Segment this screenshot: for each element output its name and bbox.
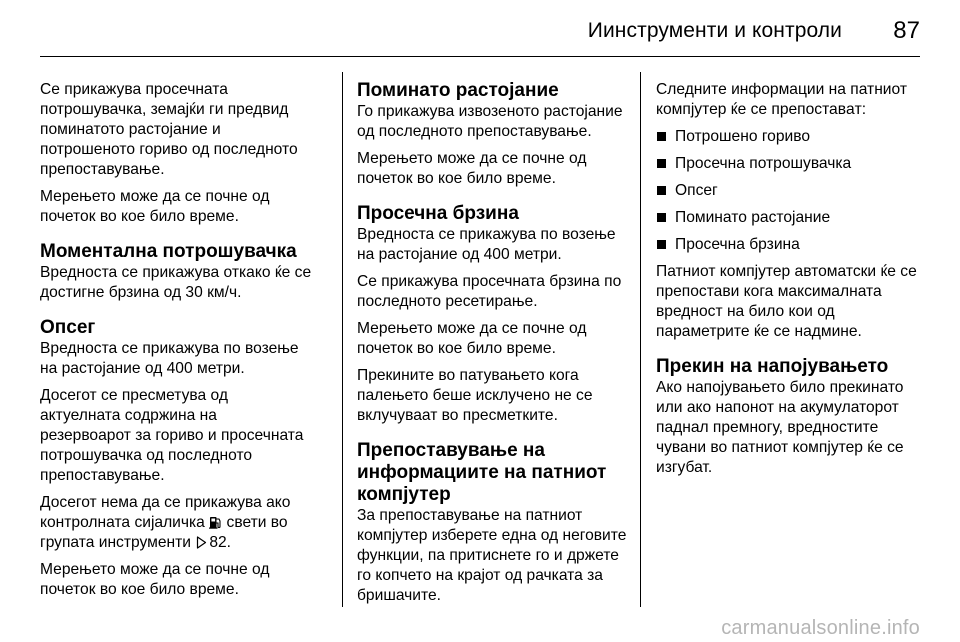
reset-trip-computer-text: За препоставување на патниот компјутер изберете една од неговите функции, па притиснете го и држете го копчето на крајот од рачката за бришачите.: [357, 507, 627, 604]
page-reference-arrow-icon[interactable]: [196, 535, 207, 548]
avg-consumption-text: Се прикажува просечната потрошувачка, земајќи ги предвид поминатото растојание и потрошеното гориво од последното препоставување.: [40, 81, 298, 178]
list-item: Просечна потрошувачка: [656, 154, 928, 174]
column-3: [656, 80, 928, 485]
heading-instant-consumption: Моментална потрошувачка: [40, 241, 297, 262]
bullet-square-icon: [657, 132, 666, 141]
avg-speed-text-3: Прекините во патувањето кога палењето беше исклучено не се вклучуваат во пресметките.: [357, 367, 593, 424]
heading-distance: Поминато растојание: [357, 80, 559, 101]
reset-anytime-text-1: Мерењето може да се почне од почеток во кое било време.: [40, 188, 270, 225]
column-divider-2: [640, 72, 641, 607]
reset-anytime-text-4: Мерењето може да се почне од почеток во кое било време.: [357, 320, 587, 357]
bullet-square-icon: [657, 240, 666, 249]
avg-speed-text-1: Вредноста се прикажува по возење на растојание од 400 метри.: [357, 226, 616, 263]
range-text-3: Досегот нема да се прикажува ако контролната сијаличка свети во групата инструменти 82.: [40, 494, 291, 551]
reset-info-list: [656, 127, 928, 255]
range-text-2: Досегот се пресметува од актуелната содржина на резервоарот за гориво и просечната потрошувачка од последното препоставување.: [40, 387, 304, 484]
page-header: [0, 0, 960, 56]
auto-reset-text: Патниот компјутер автоматски ќе се препостави кога максималната вредност на било кои од параметрите ќе се надмине.: [656, 263, 917, 340]
column-2: [357, 80, 629, 613]
heading-range: Опсег: [40, 317, 96, 338]
page-title: Иинструменти и контроли: [587, 19, 842, 42]
avg-speed-text-2: Се прикажува просечната брзина по последното ресетирање.: [357, 273, 622, 310]
column-divider-1: [342, 72, 343, 607]
page-reference-link[interactable]: 82.: [209, 534, 231, 551]
bullet-square-icon: [657, 186, 666, 195]
fuel-warning-lamp-icon: [209, 515, 222, 529]
bullet-square-icon: [657, 159, 666, 168]
header-divider: [40, 56, 920, 57]
column-1: [40, 80, 312, 607]
heading-avg-speed: Просечна брзина: [357, 203, 519, 224]
list-item: Просечна брзина: [656, 235, 928, 255]
watermark: carmanualsonline.info: [721, 617, 920, 639]
distance-text: Го прикажува извозеното растојание од последното препоставување.: [357, 103, 623, 140]
page-number: 87: [893, 17, 920, 44]
heading-power-interruption: Прекин на напојувањето: [656, 356, 889, 377]
reset-anytime-text-3: Мерењето може да се почне од почеток во кое било време.: [357, 150, 587, 187]
list-item: Поминато растојание: [656, 208, 928, 228]
power-interruption-text: Ако напојувањето било прекинато или ако напонот на акумулаторот паднал премногу, вредностите чувани во патниот компјутер ќе се изгубат.: [656, 379, 904, 476]
reset-info-intro: Следните информации на патниот компјутер ќе се препоставaт:: [656, 81, 907, 118]
range-text-1: Вредноста се прикажува по возење на растојание од 400 метри.: [40, 340, 299, 377]
heading-reset-trip-computer: Препоставување на информациите на патниот компјутер: [357, 440, 607, 505]
reset-anytime-text-2: Мерењето може да се почне од почеток во кое било време.: [40, 561, 270, 598]
list-item: Потрошено гориво: [656, 127, 928, 147]
list-item: Опсег: [656, 181, 928, 201]
instant-consumption-text: Вредноста се прикажува откако ќе се достигне брзина од 30 км/ч.: [40, 264, 312, 301]
bullet-square-icon: [657, 213, 666, 222]
